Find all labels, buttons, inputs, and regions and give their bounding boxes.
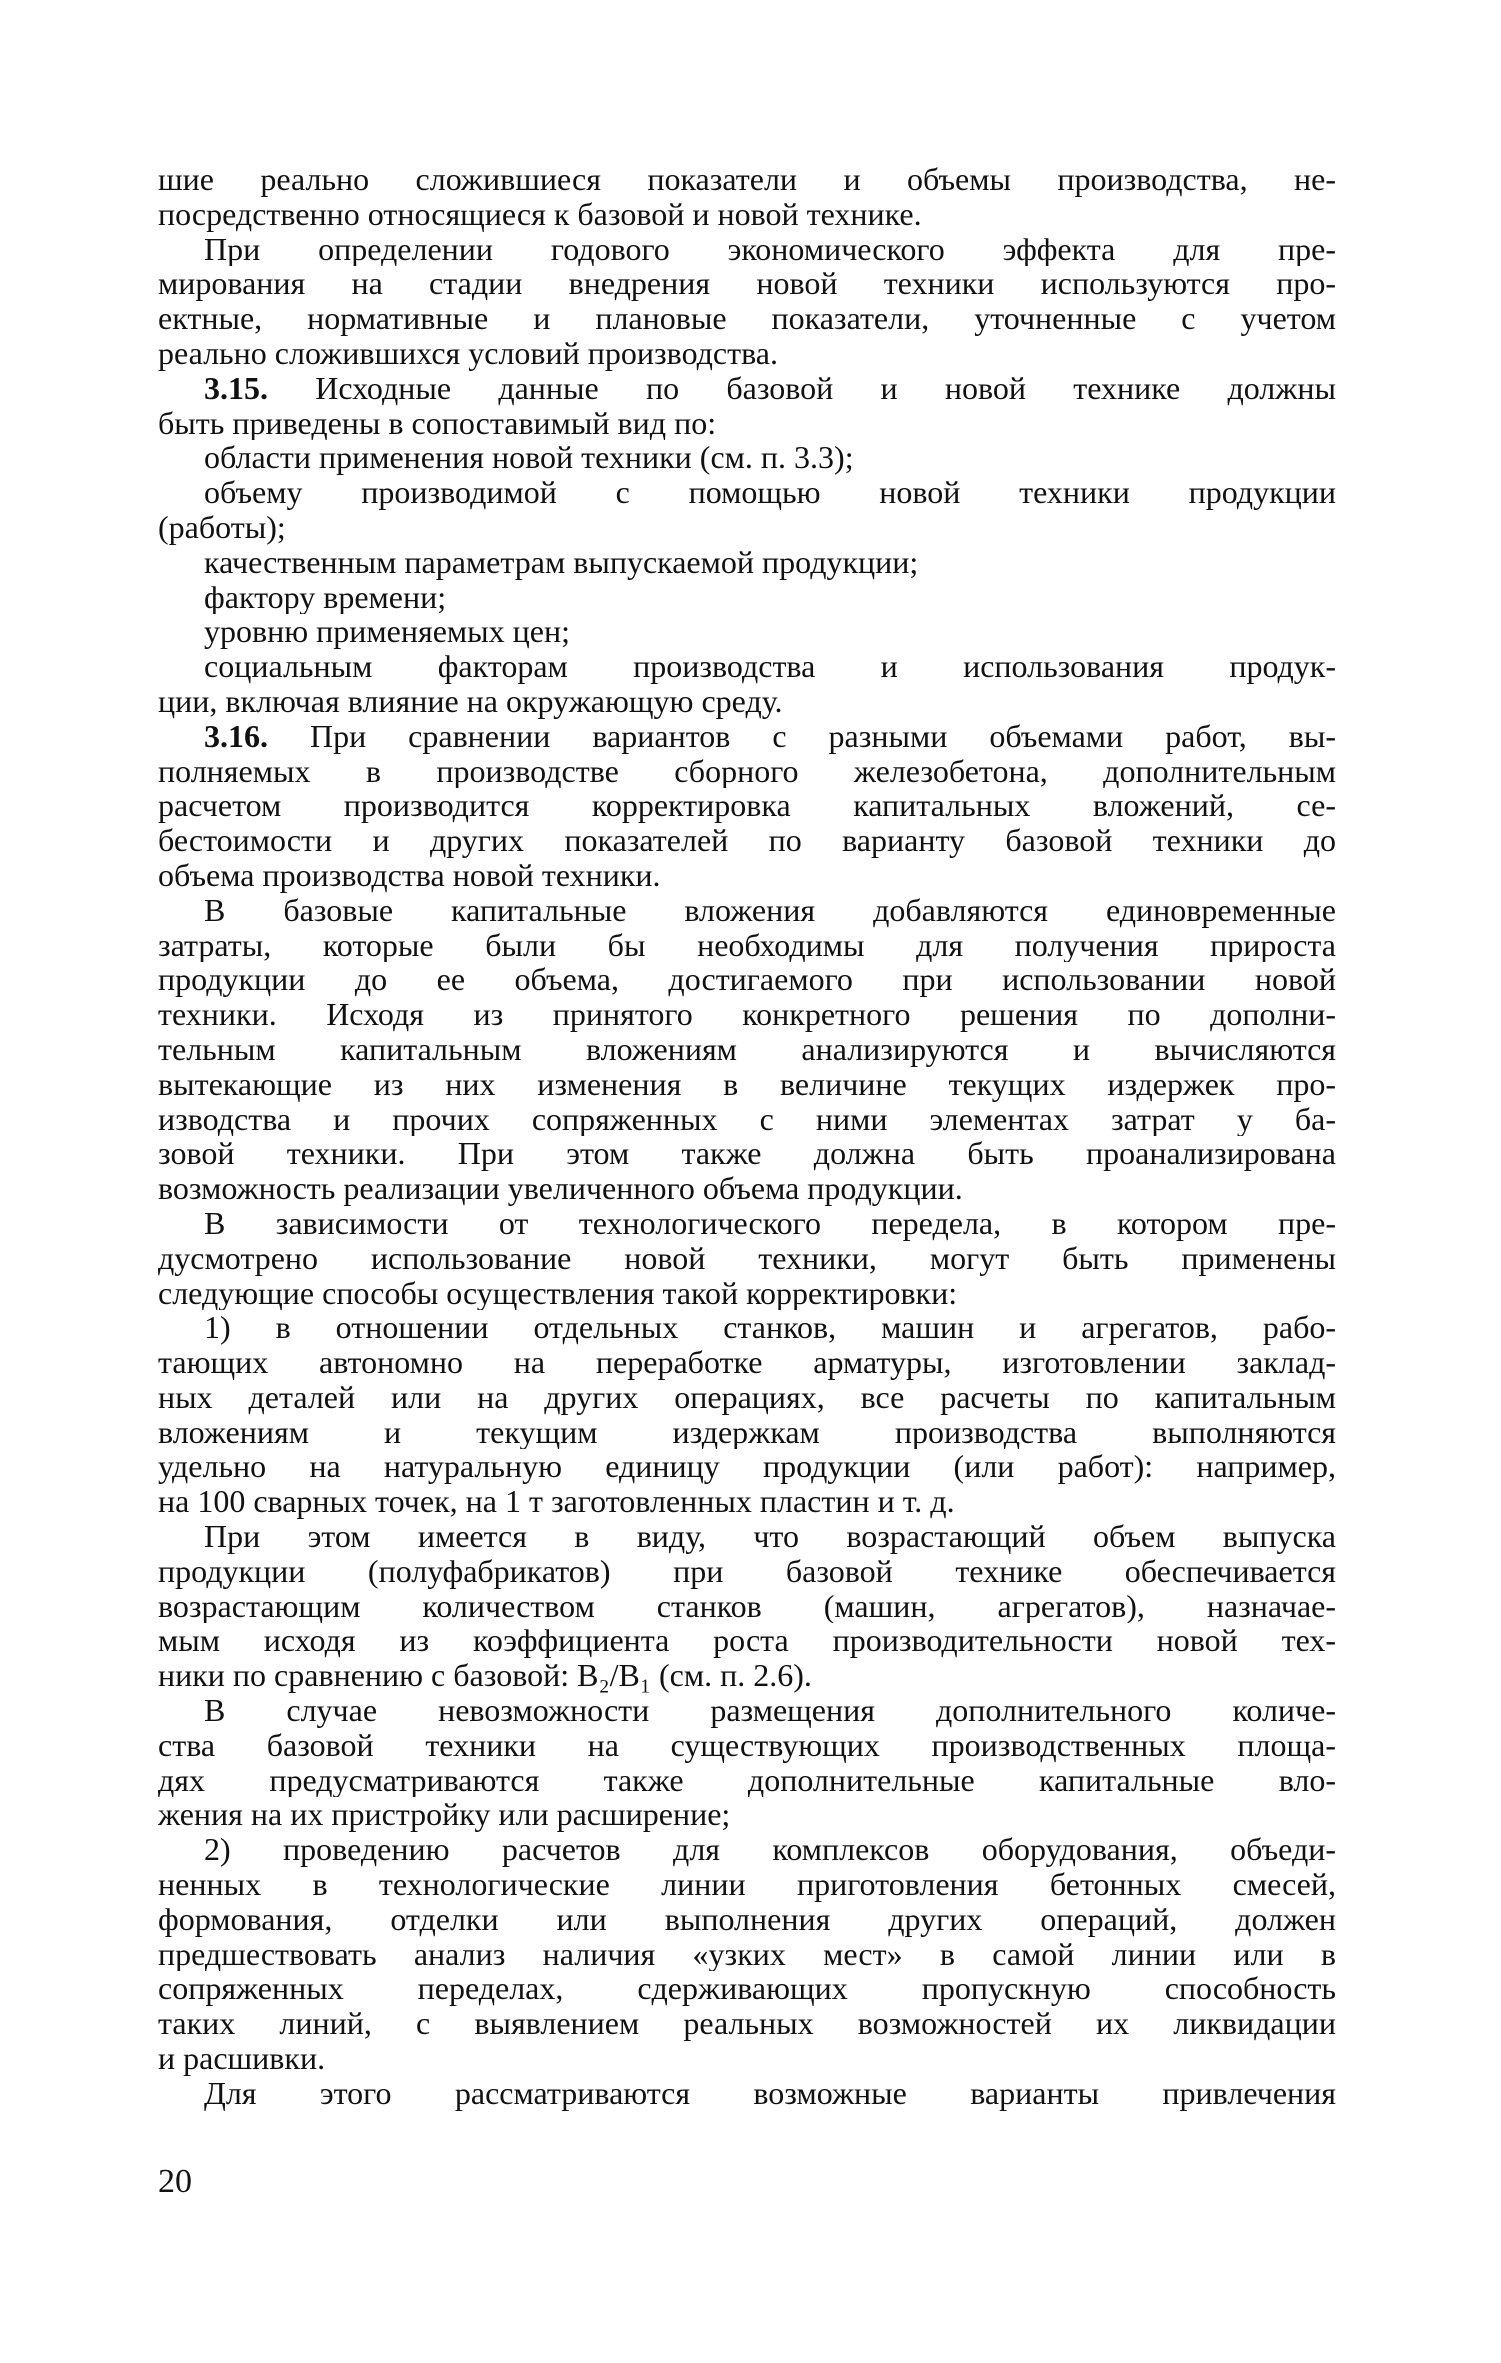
section-number: 3.15. (204, 370, 268, 406)
line-text: сопряженных переделах, сдерживающих пропускную способность (158, 1971, 1336, 2007)
text-line (158, 1415, 1336, 1450)
text-line (158, 1867, 1336, 1902)
text-line (158, 1067, 1336, 1102)
line-text: ства базовой техники на существующих производственных площа- (158, 1727, 1336, 1763)
line-text: объему производимой с помощью новой техники продукции (204, 475, 1336, 510)
text-line (158, 1763, 1336, 1798)
text-line (158, 1136, 1336, 1171)
line-text: социальным факторам производства и использования продук- (204, 649, 1336, 684)
line-text: жения на их пристройку или расширение; (158, 1797, 731, 1833)
line-text: вытекающие из них изменения в величине текущих издержек про- (158, 1066, 1336, 1102)
text-line (158, 2006, 1336, 2041)
text-line (158, 440, 1336, 475)
line-text: уровню применяемых цен; (204, 614, 570, 650)
line-text: дях предусматриваются также дополнительные капитальные вло- (158, 1762, 1336, 1798)
line-text: затраты, которые были бы необходимы для получения прироста (158, 927, 1336, 963)
text-line (158, 232, 1336, 267)
line-text: Исходные данные по базовой и новой технике должны (268, 370, 1336, 406)
text-line (158, 1554, 1336, 1589)
line-text: 2) проведению расчетов для комплексов оборудования, объеди- (204, 1832, 1336, 1868)
text-line (158, 719, 1336, 754)
text-line (158, 649, 1336, 684)
text-line (158, 1032, 1336, 1067)
line-text: ненных в технологические линии приготовления бетонных смесей, (158, 1867, 1336, 1902)
line-text: бестоимости и других показателей по варианту базовой техники до (158, 823, 1336, 858)
text-line (158, 1206, 1336, 1241)
line-text: тельным капитальным вложениям анализируются и вычисляются (158, 1031, 1336, 1067)
text-line (158, 1171, 1336, 1206)
line-text: мирования на стадии внедрения новой техники используются про- (158, 266, 1336, 302)
text-line (158, 788, 1336, 823)
text-line (158, 162, 1336, 197)
text-line (158, 893, 1336, 928)
text-line (158, 1937, 1336, 1972)
line-text: шие реально сложившиеся показатели и объемы производства, не- (158, 162, 1336, 197)
line-text: фактору времени; (204, 579, 447, 615)
text-line (158, 614, 1336, 649)
text-line (158, 962, 1336, 997)
text-line (158, 510, 1336, 545)
text-line (158, 1484, 1336, 1519)
text-line (158, 2041, 1336, 2076)
line-text: и расшивки. (158, 2041, 326, 2076)
line-text: таких линий, с выявлением реальных возможностей их ликвидации (158, 2006, 1336, 2042)
text-line (158, 997, 1336, 1032)
text-line (158, 2076, 1336, 2111)
line-text: быть приведены в сопоставимый вид по: (158, 405, 717, 441)
text-line (158, 1345, 1336, 1380)
text-line (158, 1102, 1336, 1137)
text-line (158, 1449, 1336, 1484)
text-line (158, 1832, 1336, 1867)
line-text: формования, отделки или выполнения других операций, должен (158, 1901, 1336, 1937)
text-line (158, 1797, 1336, 1832)
text-line (158, 1728, 1336, 1763)
line-text: Для этого рассматриваются возможные варианты привлечения (204, 2075, 1336, 2111)
text-line (158, 754, 1336, 789)
text-line (158, 371, 1336, 406)
text-line (158, 1241, 1336, 1276)
line-text: посредственно относящиеся к базовой и новой технике. (158, 196, 922, 232)
text-line (158, 858, 1336, 893)
text-line (158, 301, 1336, 336)
line-text: При этом имеется в виду, что возрастающий объем выпуска (204, 1519, 1336, 1554)
line-text: ники по сравнению с базовой: B₂/B₁ (см. п. 2.6). (158, 1658, 812, 1694)
line-text: зовой техники. При этом также должна быть проанализирована (158, 1136, 1336, 1172)
text-line (158, 1589, 1336, 1624)
text-line (158, 684, 1336, 719)
text-line (158, 475, 1336, 510)
line-text: расчетом производится корректировка капитальных вложений, се- (158, 788, 1336, 824)
line-text: объема производства новой техники. (158, 857, 661, 893)
line-text: При определении годового экономического эффекта для пре- (204, 231, 1336, 267)
line-text: 1) в отношении отдельных станков, машин и агрегатов, рабо- (204, 1310, 1336, 1346)
line-text: возможность реализации увеличенного объема продукции. (158, 1171, 963, 1206)
text-line (158, 1623, 1336, 1658)
line-text: полняемых в производстве сборного железобетона, дополнительным (158, 753, 1336, 789)
line-text: мым исходя из коэффициента роста производительности новой тех- (158, 1623, 1336, 1659)
line-text: возрастающим количеством станков (машин, агрегатов), назначае- (158, 1588, 1336, 1624)
text-line (158, 823, 1336, 858)
line-text: вложениям и текущим издержкам производства выполняются (158, 1414, 1336, 1450)
line-text: (работы); (158, 509, 286, 545)
text-line (158, 336, 1336, 371)
text-line (158, 928, 1336, 963)
text-line (158, 406, 1336, 441)
line-text: предшествовать анализ наличия «узких мест» в самой линии или в (158, 1936, 1336, 1972)
text-line (158, 197, 1336, 232)
text-line (158, 1902, 1336, 1937)
line-text: реально сложившихся условий производства. (158, 335, 778, 371)
line-text: дусмотрено использование новой техники, могут быть применены (158, 1240, 1336, 1276)
text-line (158, 1380, 1336, 1415)
text-line (158, 1276, 1336, 1311)
text-line (158, 1658, 1336, 1693)
line-text: следующие способы осуществления такой корректировки: (158, 1275, 958, 1311)
line-text: качественным параметрам выпускаемой продукции; (204, 544, 919, 580)
line-text: тающих автономно на переработке арматуры, изготовлении заклад- (158, 1345, 1336, 1380)
line-text: области применения новой техники (см. п. 3.3); (204, 440, 854, 476)
line-text: В случае невозможности размещения дополнительного количе- (204, 1693, 1336, 1728)
line-text: ных деталей или на других операциях, все расчеты по капитальным (158, 1379, 1336, 1415)
line-text: изводства и прочих сопряженных с ними элементах затрат у ба- (158, 1101, 1336, 1137)
line-text: ции, включая влияние на окружающую среду. (158, 683, 783, 719)
line-text: на 100 сварных точек, на 1 т заготовленных пластин и т. д. (158, 1484, 955, 1520)
page-number: 20 (158, 2163, 192, 2200)
line-text: При сравнении вариантов с разными объемами работ, вы- (268, 718, 1336, 754)
text-line (158, 1519, 1336, 1554)
text-line (158, 1310, 1336, 1345)
line-text: ектные, нормативные и плановые показатели, уточненные с учетом (158, 301, 1336, 336)
text-line (158, 1693, 1336, 1728)
line-text: удельно на натуральную единицу продукции (или работ): например, (158, 1449, 1336, 1485)
document-body (158, 162, 1336, 2111)
text-line (158, 1971, 1336, 2006)
text-line (158, 266, 1336, 301)
line-text: техники. Исходя из принятого конкретного решения по дополни- (158, 997, 1336, 1032)
line-text: В базовые капитальные вложения добавляются единовременные (204, 892, 1336, 928)
line-text: В зависимости от технологического передела, в котором пре- (204, 1205, 1336, 1241)
text-line (158, 580, 1336, 615)
line-text: продукции до ее объема, достигаемого при использовании новой (158, 962, 1336, 998)
text-line (158, 545, 1336, 580)
section-number: 3.16. (204, 718, 268, 754)
line-text: продукции (полуфабрикатов) при базовой технике обеспечивается (158, 1553, 1336, 1589)
